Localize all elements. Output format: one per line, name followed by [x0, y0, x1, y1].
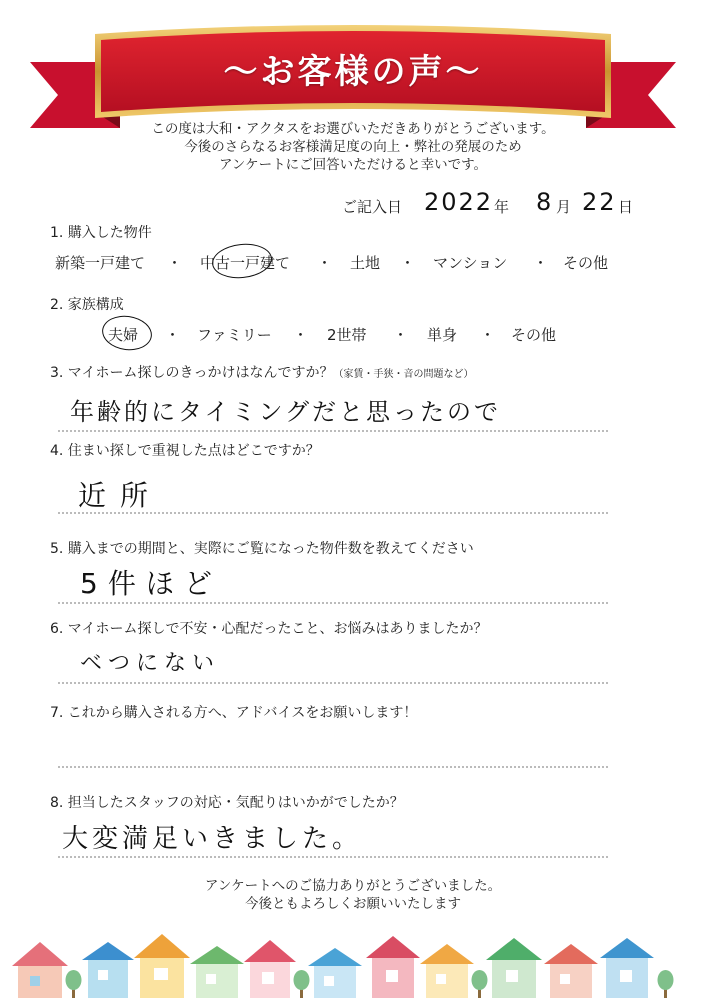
- separator: ・: [533, 254, 549, 272]
- separator: ・: [167, 254, 183, 272]
- option-two-generation: 2世帯: [327, 326, 367, 344]
- option-family: ファミリー: [197, 326, 272, 344]
- house-icon: [308, 948, 362, 998]
- question-6-label: 6. マイホーム探しで不安・心配だったこと、お悩みはありましたか？: [50, 621, 488, 637]
- date-day-unit: 日: [618, 198, 634, 216]
- date-year: 2022: [424, 188, 494, 216]
- option-couple: 夫婦: [108, 326, 139, 344]
- intro-line: アンケートにご回答いただけると幸いです。: [218, 157, 488, 173]
- answer-8-handwriting: 大変満足いきました。: [62, 824, 363, 854]
- house-icon: [600, 938, 654, 998]
- question-3-note: （家賃・手狭・音の問題など）: [333, 369, 474, 380]
- question-8-label: 8. 担当したスタッフの対応・気配りはいかがでしたか？: [50, 795, 404, 811]
- intro-line: 今後のさらなるお客様満足度の向上・弊社の発展のため: [184, 139, 522, 155]
- page-title: 〜お客様の声〜: [223, 52, 483, 92]
- answer-6-handwriting: ベつにない: [80, 651, 221, 676]
- answer-line: [58, 602, 608, 604]
- answer-5-handwriting: 5件ほど: [80, 567, 222, 600]
- house-icon: [366, 936, 420, 998]
- house-icon: [12, 942, 68, 998]
- answer-line: [58, 430, 608, 432]
- date-year-unit: 年: [494, 198, 510, 216]
- house-icon: [134, 934, 190, 998]
- tree-icon: [472, 970, 488, 998]
- intro-text: [100, 120, 606, 174]
- separator: ・: [293, 326, 309, 344]
- separator: ・: [317, 254, 333, 272]
- separator: ・: [393, 326, 409, 344]
- house-icon: [244, 940, 296, 998]
- date-month: 8: [536, 188, 554, 216]
- question-4-label: 4. 住まい探しで重視した点はどこですか？: [50, 443, 320, 459]
- question-1-label: 1. 購入した物件: [50, 225, 152, 241]
- separator: ・: [165, 326, 181, 344]
- question-3-text: 3. マイホーム探しのきっかけはなんですか？: [50, 365, 334, 381]
- question-7-label: 7. これから購入される方へ、アドバイスをお願いします！: [50, 705, 418, 721]
- answer-4-handwriting: 近所: [78, 479, 163, 512]
- option-new-house: 新築一戸建て: [55, 254, 146, 272]
- answer-3-handwriting: 年齢的にタイミングだと思ったので: [70, 398, 502, 426]
- question-2-label: 2. 家族構成: [50, 297, 124, 313]
- house-icon: [544, 944, 598, 998]
- intro-line: この度は大和・アクタスをお選びいただきありがとうございます。: [151, 121, 555, 137]
- footer-line: アンケートへのご協力ありがとうございました。: [204, 878, 502, 894]
- date-label: ご記入日: [342, 198, 403, 216]
- house-icon: [486, 938, 542, 998]
- option-other: その他: [511, 326, 557, 344]
- house-icon: [190, 946, 244, 998]
- selection-circle: [210, 241, 273, 281]
- question-5-label: 5. 購入までの期間と、実際にご覧になった物件数を教えてください: [50, 541, 474, 557]
- answer-line: [58, 856, 608, 858]
- separator: ・: [400, 254, 416, 272]
- tree-icon: [658, 970, 674, 998]
- tree-icon: [66, 970, 82, 998]
- date-day: 22: [582, 188, 617, 216]
- option-apartment: マンション: [433, 254, 508, 272]
- option-single: 単身: [427, 326, 458, 344]
- separator: ・: [480, 326, 496, 344]
- selection-circle: [100, 313, 154, 354]
- houses-illustration: [0, 928, 706, 1000]
- answer-line: [58, 512, 608, 514]
- answer-line: [58, 682, 608, 684]
- house-icon: [82, 942, 134, 998]
- date-month-unit: 月: [556, 198, 572, 216]
- tree-icon: [294, 970, 310, 998]
- option-land: 土地: [350, 254, 381, 272]
- footer-line: 今後ともよろしくお願いいたします: [245, 896, 461, 912]
- option-used-house: 中古一戸建て: [200, 254, 291, 272]
- answer-line: [58, 766, 608, 768]
- house-icon: [420, 944, 474, 998]
- option-other: その他: [563, 254, 609, 272]
- footer-thanks: [120, 877, 586, 913]
- question-3-label: [50, 362, 474, 382]
